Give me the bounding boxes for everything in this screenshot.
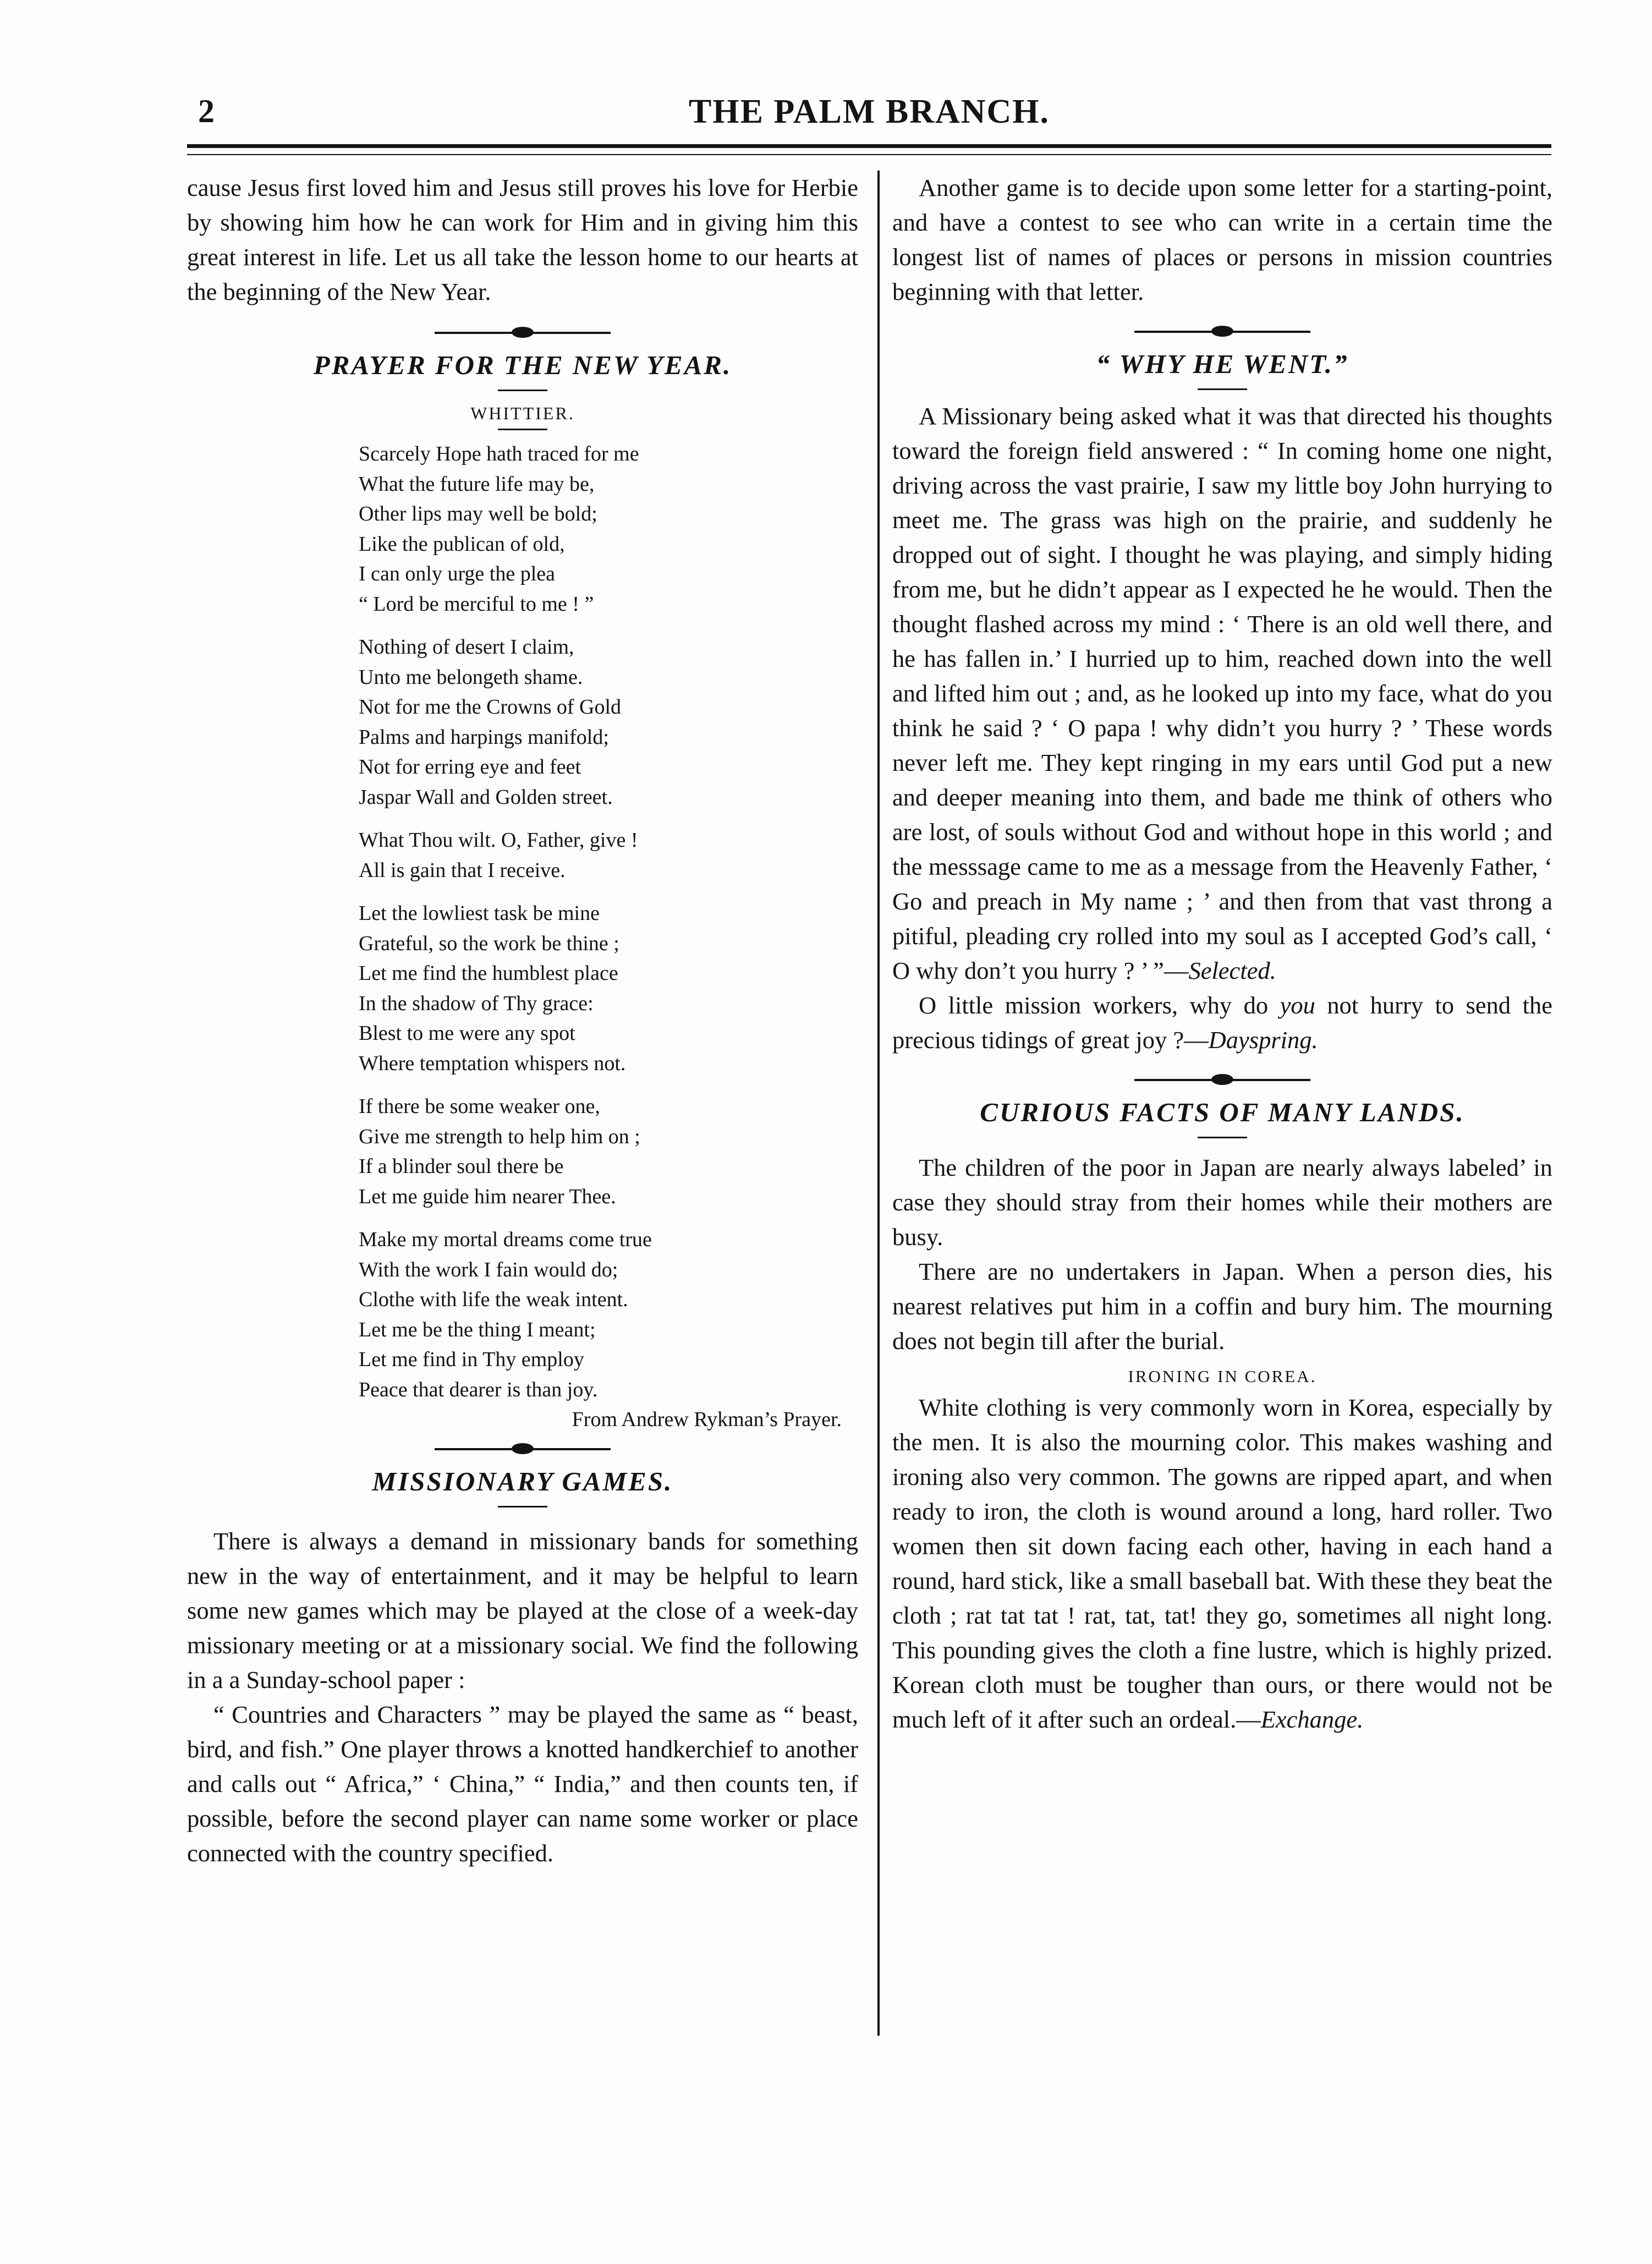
poem-stanza <box>359 1225 858 1405</box>
poem-line: If a blinder soul there be <box>359 1155 564 1178</box>
page-number: 2 <box>198 93 215 129</box>
closing-emphasis: you <box>1280 991 1315 1019</box>
poem-line: Unto me belongeth shame. <box>359 665 583 689</box>
ironing-source: Exchange. <box>1260 1706 1364 1733</box>
poem-line: Let me find the humblest place <box>359 962 618 985</box>
why-source: Selected. <box>1188 957 1276 984</box>
column-divider <box>877 171 880 2036</box>
poem-line: Other lips may well be bold; <box>359 502 597 525</box>
heading-rule <box>1198 1137 1247 1138</box>
games-paragraph: “ Countries and Characters ” may be played the same as “ beast, bird, and fish.” One player throws a knotted handkerchief to another and calls out “ Africa,” ‘ China,” “ India,” and then counts ten, if possible, before the second player can name some worker or place connected with the country specified. <box>187 1701 858 1867</box>
why-text: A Missionary being asked what it was that directed his thoughts toward the foreign field answered : “ In coming home one night, driving across the vast prairie, I saw my little boy John hurrying to meet me. The grass was high on the prairie, and suddenly he dropped out of sight. I thought he was playing, and simply hiding from me, but he didn’t appear as I expected he he would. Then the thought flashed across my mind : ‘ There is an old well there, and he has fallen in.’ I hurried up to him, reached down into the well and lifted him out ; and, as he looked up into my face, what do you think he said ? ‘ O papa ! why didn’t you hurry ? ’ These words never left me. They kept ringing in my ears until God put a new and deeper meaning into them, and bade me think of others who are lost, of souls without God and without hope in this world ; and the messsage came to me as a message from the Heavenly Father, ‘ Go and preach in My name ; ’ and then from that vast throng a pitiful, pleading cry rolled into my soul as I accepted God’s call, ‘ O why don’t you hurry ? ’ ”— <box>892 402 1552 984</box>
poem-stanza <box>359 898 858 1078</box>
poem-line: Scarcely Hope hath traced for me <box>359 442 639 465</box>
poem-line: Not for me the Crowns of Gold <box>359 695 622 719</box>
poem-line: Grateful, so the work be thine ; <box>359 931 619 955</box>
left-column <box>187 171 858 1871</box>
heading-rule <box>498 1506 547 1507</box>
poem-line: Peace that dearer is than joy. <box>359 1378 598 1401</box>
closing-text-a: O little mission workers, why do <box>919 991 1280 1019</box>
games-continuation-paragraph: Another game is to decide upon some letter for a starting-point, and have a contest to see who can write in a certain time the longest list of names of places or persons in mission countries beginning with that letter. <box>892 174 1552 305</box>
section-ornament <box>435 325 611 341</box>
prayer-poem <box>359 439 858 1405</box>
poem-line: Clothe with life the weak intent. <box>359 1288 628 1311</box>
heading-rule <box>1198 388 1247 390</box>
poem-line: Give me strength to help him on ; <box>359 1125 640 1148</box>
why-heading: “ WHY HE WENT.” <box>1096 349 1349 379</box>
heading-rule <box>498 390 547 391</box>
closing-text-b: not hurry to send the precious tidings of great joy ?— <box>892 991 1552 1054</box>
why-paragraph <box>892 399 1552 988</box>
poem-line: Palms and harpings manifold; <box>359 725 609 749</box>
poem-line: Like the publican of old, <box>359 532 565 556</box>
poem-line: With the work I fain would do; <box>359 1258 618 1281</box>
poem-line: What the future life may be, <box>359 472 595 496</box>
poem-stanza <box>359 632 858 812</box>
header-rule-thick <box>187 144 1551 148</box>
poem-stanza <box>359 1092 858 1212</box>
poem-line: Let me be the thing I meant; <box>359 1318 596 1341</box>
poem-line: “ Lord be merciful to me ! ” <box>359 592 594 616</box>
poem-line: In the shadow of Thy grace: <box>359 991 594 1015</box>
curious-heading: CURIOUS FACTS OF MANY LANDS. <box>980 1097 1465 1127</box>
poem-line: Let me guide him nearer Thee. <box>359 1185 616 1208</box>
poem-line: Let me find in Thy employ <box>359 1348 584 1371</box>
ironing-subheading: IRONING IN COREA. <box>1128 1367 1317 1386</box>
right-column <box>892 171 1552 1737</box>
poem-line: Make my mortal dreams come true <box>359 1228 652 1251</box>
poem-line: All is gain that I receive. <box>359 858 566 882</box>
poem-stanza <box>359 825 858 885</box>
prayer-byline: WHITTIER. <box>470 403 575 423</box>
poem-line: Nothing of desert I claim, <box>359 635 574 659</box>
poem-line: Blest to me were any spot <box>359 1022 575 1045</box>
paper-title: THE PALM BRANCH. <box>688 93 1050 130</box>
poem-line: I can only urge the plea <box>359 562 555 585</box>
header-rule-thin <box>187 154 1551 155</box>
curious-paragraph: The children of the poor in Japan are nearly always labeled’ in case they should stray from their homes while their mothers are busy. <box>892 1154 1552 1251</box>
poem-attribution: From Andrew Rykman’s Prayer. <box>572 1408 842 1431</box>
closing-source: Dayspring. <box>1208 1026 1318 1054</box>
poem-line: Not for erring eye and feet <box>359 755 581 779</box>
byline-rule <box>498 429 547 430</box>
games-heading: MISSIONARY GAMES. <box>372 1466 673 1496</box>
poem-stanza <box>359 439 858 619</box>
section-ornament <box>1134 1072 1310 1088</box>
continuation-paragraph: cause Jesus first loved him and Jesus still proves his love for Herbie by showing him how he can work for Him and in giving him this great interest in life. Let us all take the lesson home to our hearts at the beginning of the New Year. <box>187 174 858 305</box>
prayer-heading: PRAYER FOR THE NEW YEAR. <box>313 350 732 380</box>
poem-line: What Thou wilt. O, Father, give ! <box>359 829 638 852</box>
ironing-text: White clothing is very commonly worn in Korea, especially by the men. It is also the mourning color. This makes washing and ironing also very common. The gowns are ripped apart, and when ready to iron, the cloth is wound around a long, hard roller. Two women then sit down facing each other, having in each hand a round, hard stick, like a small baseball bat. With these they beat the cloth ; rat tat tat ! rat, tat, tat! they go, sometimes all night long. This pounding gives the cloth a fine lustre, which is highly prized. Korean cloth must be tougher than ours, or there would not be much left of it after such an ordeal.— <box>892 1394 1552 1733</box>
games-paragraph: There is always a demand in missionary bands for something new in the way of entertainment, and it may be helpful to learn some new games which may be played at the close of a week-day missionary meeting or at a missionary social. We find the following in a a Sunday-school paper : <box>187 1527 858 1693</box>
poem-line: Let the lowliest task be mine <box>359 902 600 925</box>
poem-line: If there be some weaker one, <box>359 1095 600 1118</box>
ironing-paragraph <box>892 1390 1552 1737</box>
poem-line: Jaspar Wall and Golden street. <box>359 785 613 809</box>
poem-line: Where temptation whispers not. <box>359 1051 626 1075</box>
why-closing-paragraph <box>892 988 1552 1057</box>
page-header <box>187 92 1551 142</box>
section-ornament <box>435 1441 611 1457</box>
curious-paragraph: There are no undertakers in Japan. When a person dies, his nearest relatives put him in a coffin and bury him. The mourning does not begin till after the burial. <box>892 1258 1552 1355</box>
section-ornament <box>1134 324 1310 340</box>
